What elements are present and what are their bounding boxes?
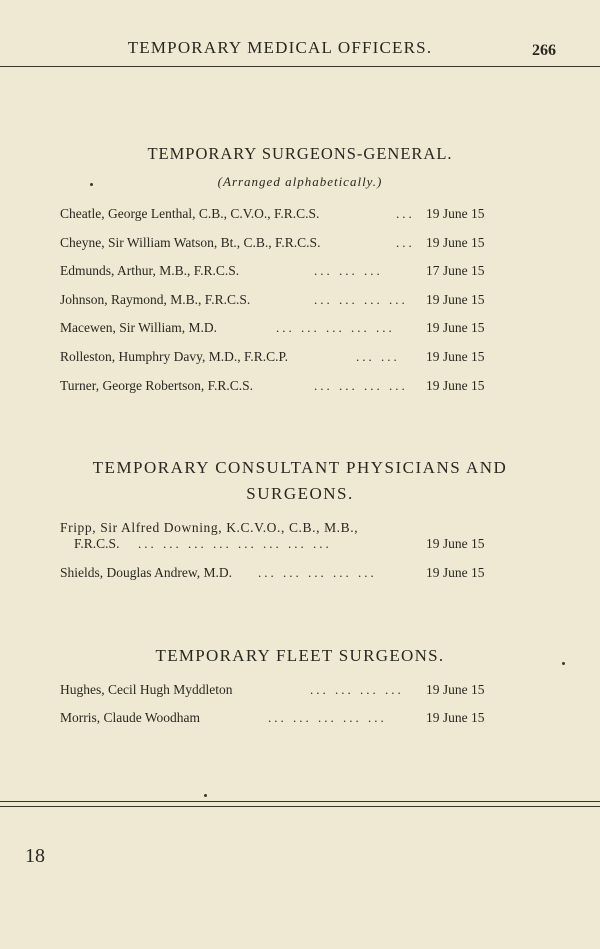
entry-date: 19 June 15 xyxy=(426,710,485,725)
entry-name: Edmunds, Arthur, M.B., F.R.C.S. xyxy=(60,263,240,278)
entry-leader-dots: ... ... ... ... ... xyxy=(268,710,387,725)
print-speck xyxy=(90,183,93,186)
print-speck xyxy=(204,794,207,797)
entry-date: 19 June 15 xyxy=(426,378,485,393)
entry-date: 19 June 15 xyxy=(426,320,485,335)
entry-leader-dots: ... ... ... ... xyxy=(314,378,408,393)
entry-leader-dots: ... ... ... ... ... xyxy=(276,320,395,335)
entry-date: 19 June 15 xyxy=(426,565,485,580)
entry-name: Turner, George Robertson, F.R.C.S. xyxy=(60,378,254,393)
footer-rule-bottom xyxy=(0,806,600,807)
entry-date: 19 June 15 xyxy=(426,536,485,551)
section-title-fleet-surgeons: TEMPORARY FLEET SURGEONS. xyxy=(155,646,445,665)
entry-name: Cheatle, George Lenthal, C.B., C.V.O., F.R.C.S. xyxy=(60,206,320,221)
page-number: 266 xyxy=(532,42,556,59)
entry-name: Johnson, Raymond, M.B., F.R.C.S. xyxy=(60,292,251,307)
section-title-surgeons-general: TEMPORARY SURGEONS-GENERAL. xyxy=(147,144,453,163)
entry-date: 19 June 15 xyxy=(426,292,485,307)
entry-leader-dots: ... xyxy=(396,235,415,250)
footer-rule-top xyxy=(0,801,600,802)
running-header-title: TEMPORARY MEDICAL OFFICERS. xyxy=(127,38,433,57)
signature-mark: 18 xyxy=(25,845,45,867)
entry-date: 19 June 15 xyxy=(426,235,485,250)
entry-name: Rolleston, Humphry Davy, M.D., F.R.C.P. xyxy=(60,349,288,364)
entry-name: Shields, Douglas Andrew, M.D. xyxy=(60,565,232,580)
section-title-consultant-line2: SURGEONS. xyxy=(246,484,354,503)
entry-name-continuation: F.R.C.S. xyxy=(74,536,120,551)
header-rule xyxy=(0,66,600,67)
entry-leader-dots: ... ... ... ... xyxy=(314,292,408,307)
entry-name: Fripp, Sir Alfred Downing, K.C.V.O., C.B., M.B., xyxy=(60,520,359,535)
entry-date: 19 June 15 xyxy=(426,206,485,221)
entry-leader-dots: ... ... ... ... ... xyxy=(258,565,377,580)
entry-name: Hughes, Cecil Hugh Myddleton xyxy=(60,682,233,697)
entry-leader-dots: ... ... ... xyxy=(314,263,383,278)
entry-date: 19 June 15 xyxy=(426,682,485,697)
entry-name: Morris, Claude Woodham xyxy=(60,710,201,725)
entry-name: Cheyne, Sir William Watson, Bt., C.B., F.R.C.S. xyxy=(60,235,321,250)
entry-leader-dots: ... ... ... ... xyxy=(310,682,404,697)
entry-date: 17 June 15 xyxy=(426,263,485,278)
section-title-consultant-line1: TEMPORARY CONSULTANT PHYSICIANS AND xyxy=(92,458,508,477)
entry-leader-dots: ... xyxy=(396,206,415,221)
entry-date: 19 June 15 xyxy=(426,349,485,364)
print-speck xyxy=(562,662,565,665)
entry-leader-dots: ... ... ... ... ... ... ... ... xyxy=(138,536,332,551)
entry-leader-dots: ... ... xyxy=(356,349,400,364)
entry-name: Macewen, Sir William, M.D. xyxy=(60,320,218,335)
section-subtitle: (Arranged alphabetically.) xyxy=(217,174,383,189)
